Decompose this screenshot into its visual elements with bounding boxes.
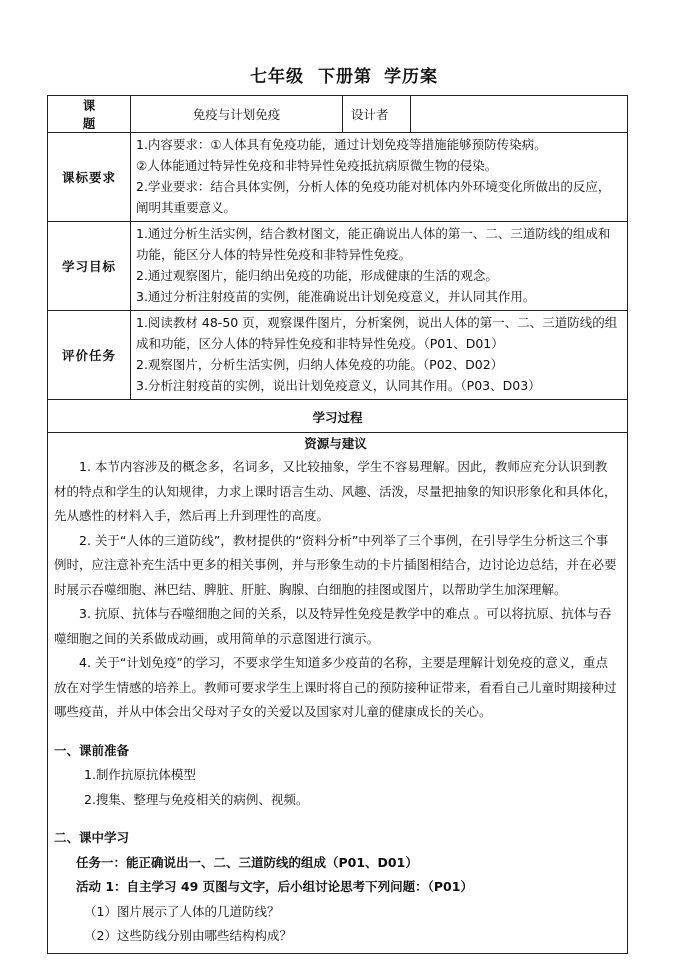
lesson-plan-table (47, 95, 628, 954)
question-item: （1）图片展示了人体的几道防线？ (84, 903, 280, 919)
standards-line: ②人体能通过特异性免疫和非特异性免疫抵抗病原微生物的侵染。 (136, 158, 498, 173)
inclass-heading: 二、课中学习 (54, 830, 130, 845)
process-heading-row (48, 400, 628, 433)
goals-label: 学习目标 (48, 222, 131, 311)
designer-value (411, 96, 628, 133)
standards-line: 2.学业要求：结合具体实例，分析人体的免疫功能对机体内外环境变化所做出的反应，阐明其重要意义。 (136, 179, 611, 215)
standards-line: 1.内容要求：①人体具有免疫功能，通过计划免疫等措施能够预防传染病。 (136, 137, 547, 152)
standards-row (48, 133, 628, 222)
topic-value: 免疫与计划免疫 (131, 96, 343, 133)
topic-label: 课 题 (48, 96, 131, 133)
prep-item: 1.制作抗原抗体模型 (84, 767, 196, 782)
process-heading: 学习过程 (48, 400, 628, 433)
task-one: 任务一：能正确说出一、二、三道防线的组成（P01、D01） (76, 854, 418, 870)
resources-heading: 资源与建议 (304, 436, 367, 451)
tasks-line: 1.阅读教材 48-50 页，观察课件图片，分析案例，说出人体的第一、二、三道防线的组成和功能，区分人体的特异性免疫和非特异性免疫。（P01、D01） (136, 315, 618, 351)
resource-paragraph: 4. 关于“计划免疫”的学习，不要求学生知道多少疫苗的名称，主要是理解计划免疫的意义，重点放在对学生情感的培养上。教师可要求学生上课时将自己的预防接种证带来，看看自己儿童时期接种过哪些疫苗，并从中体会出父母对子女的关爱以及国家对儿童的健康成长的关心。 (54, 655, 617, 719)
tasks-label: 评价任务 (48, 311, 131, 400)
tasks-line: 2.观察图片，分析生活实例，归纳人体免疫的功能。（P02、D02） (136, 357, 504, 372)
document-title (0, 62, 688, 87)
process-row (48, 433, 628, 954)
title-grade: 七年级 (250, 67, 304, 87)
goals-row (48, 222, 628, 311)
resource-paragraph: 3. 抗原、抗体与吞噬细胞之间的关系，以及特异性免疫是教学中的难点 。可以将抗原、抗体与吞噬细胞之间的关系做成动画，或用简单的示意图进行演示。 (54, 606, 612, 646)
resource-paragraph: 2. 关于“人体的三道防线”，教材提供的“资料分析”中列举了三个事例，在引导学生分析这三个事例时，应注意补充生活中更多的相关事例，并与形象生动的卡片插图相结合，边讨论边总结，并在必要时展示吞噬细胞、淋巴结、脾脏、肝脏、胸腺、白细胞的挂图或图片，以帮助学生加深理解。 (54, 532, 617, 597)
goals-line: 2.通过观察图片，能归纳出免疫的功能，形成健康的生活的观念。 (136, 268, 498, 283)
tasks-content (131, 311, 628, 400)
standards-label: 课标要求 (48, 133, 131, 222)
standards-content (131, 133, 628, 222)
process-content (48, 433, 628, 954)
resource-paragraph: 1. 本节内容涉及的概念多，名词多，又比较抽象，学生不容易理解。因此，教师应充分认识到教材的特点和学生的认知规律，力求上课时语言生动、风趣、活泼，尽量把抽象的知识形象化和具体化，先从感性的材料入手，然后再上升到理性的高度。 (54, 459, 617, 523)
prep-heading: 一、课前准备 (54, 742, 130, 758)
prep-item: 2.搜集、整理与免疫相关的病例、视频。 (84, 791, 309, 807)
tasks-row (48, 311, 628, 400)
goals-line: 3.通过分析注射疫苗的实例，能准确说出计划免疫意义，并认同其作用。 (136, 289, 536, 304)
topic-row (48, 96, 628, 133)
question-item: （2）这些防线分别由哪些结构构成？ (84, 928, 292, 943)
activity-one: 活动 1：自主学习 49 页图与文字，后小组讨论思考下列问题：（P01） (76, 879, 473, 894)
tasks-line: 3.分析注射疫苗的实例，说出计划免疫意义，认同其作用。（P03、D03） (136, 378, 541, 393)
goals-line: 1.通过分析生活实例，结合教材图文，能正确说出人体的第一、二、三道防线的组成和功能，能区分人体的特异性免疫和非特异性免疫。 (136, 226, 611, 262)
title-volume: 下册第 (318, 67, 372, 87)
designer-label: 设计者 (343, 96, 411, 133)
goals-content (131, 222, 628, 311)
title-doc-type: 学历案 (384, 67, 438, 87)
